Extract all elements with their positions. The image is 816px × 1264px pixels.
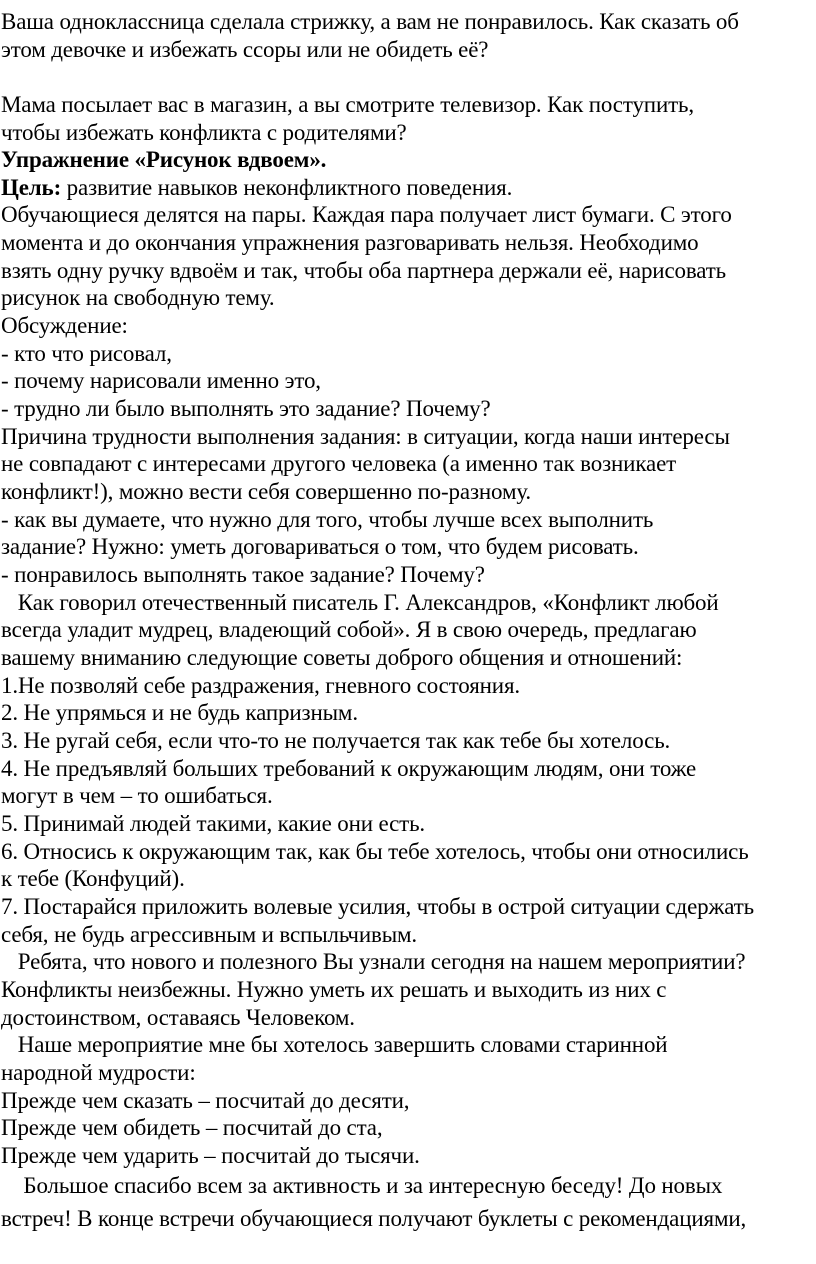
closing-line: Наше мероприятие мне бы хотелось завершить словами старинной — [1, 1032, 668, 1057]
closing-line: Конфликты неизбежны. Нужно уметь их решать и выходить из них с — [1, 977, 667, 1002]
tip-line: 6. Относись к окружающим так, как бы тебе хотелось, чтобы они относились — [1, 839, 749, 864]
question-1-line-2: этом девочке и избежать ссоры или не обидеть её? — [1, 37, 489, 62]
tip-line: к тебе (Конфуций). — [1, 866, 185, 891]
question-4: - понравилось выполнять такое задание? Почему? — [1, 562, 485, 587]
wisdom-line: Прежде чем обидеть – посчитай до ста, — [1, 1115, 383, 1140]
instructions-line: Обучающиеся делятся на пары. Каждая пара получает лист бумаги. С этого — [1, 202, 732, 227]
discussion-label: Обсуждение: — [1, 313, 128, 338]
tip-line: 4. Не предъявляй больших требований к окружающим людям, они тоже — [1, 756, 697, 781]
exercise-title: Упражнение «Рисунок вдвоем». — [1, 147, 327, 172]
tip-line: 2. Не упрямься и не будь капризным. — [1, 700, 358, 725]
question-2-line-2: чтобы избежать конфликта с родителями? — [1, 120, 407, 145]
reason-line: Причина трудности выполнения задания: в ситуации, когда наши интересы — [1, 424, 730, 449]
reason-line: конфликт!), можно вести себя совершенно по-разному. — [1, 479, 531, 504]
quote-line: всегда уладит мудрец, владеющий собой». Я в свою очередь, предлагаю — [1, 617, 697, 642]
question-1-line-1: Ваша одноклассница сделала стрижку, а вам не понравилось. Как сказать об — [1, 9, 739, 34]
discussion-item: - трудно ли было выполнять это задание? Почему? — [1, 396, 491, 421]
goal-text: развитие навыков неконфликтного поведения. — [61, 175, 513, 200]
tip-line: 7. Постарайся приложить волевые усилия, чтобы в острой ситуации сдержать — [1, 894, 754, 919]
closing-line: Ребята, что нового и полезного Вы узнали сегодня на нашем мероприятии? — [1, 949, 746, 974]
goal-line — [1, 174, 512, 202]
tip-line: 5. Принимай людей такими, какие они есть. — [1, 811, 426, 836]
reason-line: не совпадают с интересами другого человека (а именно так возникает — [1, 451, 677, 476]
instructions-line: взять одну ручку вдвоём и так, чтобы оба партнера держали её, нарисовать — [1, 258, 726, 283]
instructions-line: рисунок на свободную тему. — [1, 285, 275, 310]
tip-line: 3. Не ругай себя, если что-то не получается так как тебе бы хотелось. — [1, 728, 671, 753]
wisdom-line: Прежде чем ударить – посчитай до тысячи. — [1, 1143, 420, 1168]
discussion-item: - почему нарисовали именно это, — [1, 368, 321, 393]
quote-line: вашему вниманию следующие советы доброго общения и отношений: — [1, 645, 683, 670]
question-2-line-1: Мама посылает вас в магазин, а вы смотрите телевизор. Как поступить, — [1, 92, 694, 117]
question-3-line: - как вы думаете, что нужно для того, чтобы лучше всех выполнить — [1, 507, 654, 532]
closing-line: народной мудрости: — [1, 1060, 196, 1085]
closing-line: Большое спасибо всем за активность и за интересную беседу! До новых — [1, 1173, 723, 1198]
closing-line: достоинством, оставаясь Человеком. — [1, 1005, 355, 1030]
tip-line: могут в чем – то ошибаться. — [1, 783, 273, 808]
goal-label: Цель: — [1, 175, 62, 200]
tip-line: себя, не будь агрессивным и вспыльчивым. — [1, 922, 418, 947]
closing-line: встреч! В конце встречи обучающиеся получают буклеты с рекомендациями, — [1, 1206, 747, 1231]
wisdom-line: Прежде чем сказать – посчитай до десяти, — [1, 1088, 410, 1113]
question-3-line: задание? Нужно: уметь договариваться о том, что будем рисовать. — [1, 534, 639, 559]
instructions-line: момента и до окончания упражнения разговаривать нельзя. Необходимо — [1, 230, 699, 255]
tip-line: 1.Не позволяй себе раздражения, гневного состояния. — [1, 673, 520, 698]
discussion-item: - кто что рисовал, — [1, 341, 172, 366]
quote-line: Как говорил отечественный писатель Г. Александров, «Конфликт любой — [1, 590, 719, 615]
